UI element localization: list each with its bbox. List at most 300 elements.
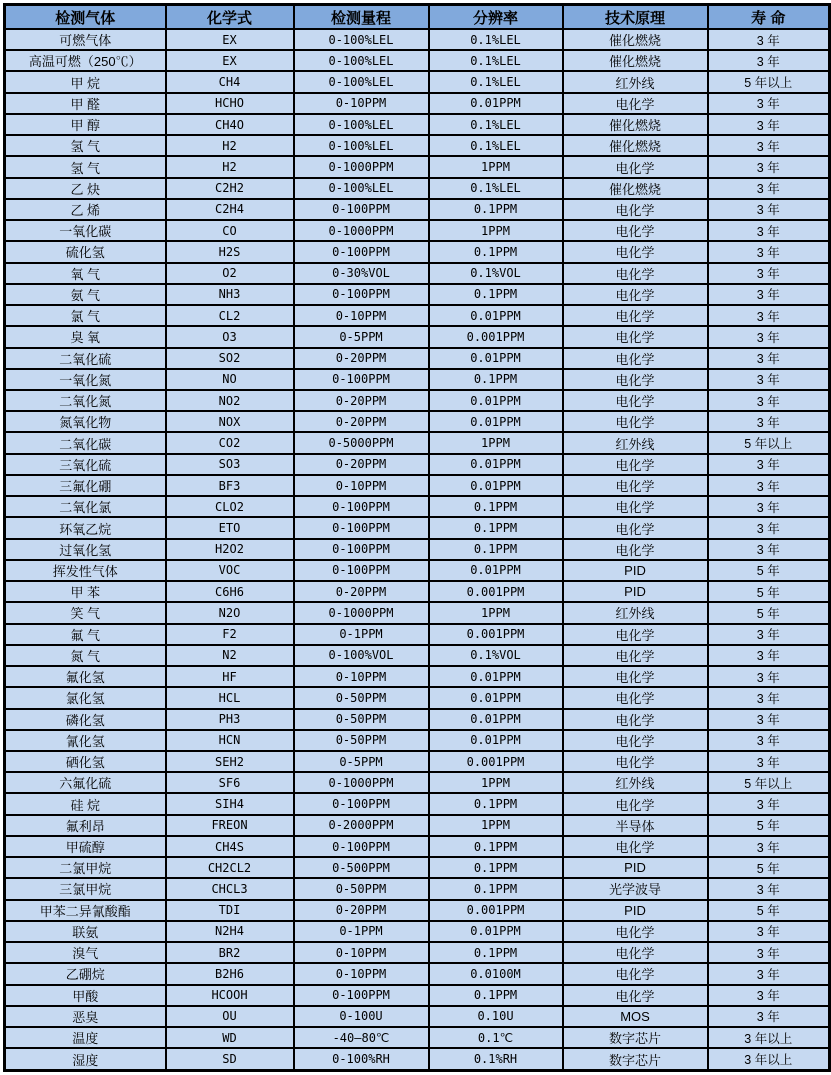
range-cell: 0-100%LEL [294,71,429,92]
principle-cell: 半导体 [563,815,708,836]
range-cell: 0-5000PPM [294,432,429,453]
principle-cell: 电化学 [563,411,708,432]
resolution-cell: 0.1%VOL [429,263,563,284]
resolution-cell: 0.1%VOL [429,645,563,666]
lifespan-cell: 3 年 [708,687,830,708]
formula-cell: HCHO [166,93,294,114]
lifespan-cell: 3 年 [708,942,830,963]
range-cell: 0-100PPM [294,496,429,517]
range-cell: 0-100PPM [294,539,429,560]
formula-cell: O3 [166,326,294,347]
resolution-cell: 0.1%LEL [429,71,563,92]
table-row [5,220,830,241]
formula-cell: C6H6 [166,581,294,602]
gas-name-cell: 三氯甲烷 [5,878,166,899]
range-cell: 0-100%VOL [294,645,429,666]
principle-cell: 催化燃烧 [563,178,708,199]
lifespan-cell: 3 年 [708,178,830,199]
resolution-cell: 0.01PPM [429,305,563,326]
gas-name-cell: 氢 气 [5,135,166,156]
table-row [5,815,830,836]
table-row [5,411,830,432]
range-cell: 0-50PPM [294,687,429,708]
table-row [5,1048,830,1070]
resolution-cell: 0.1%LEL [429,135,563,156]
table-row [5,156,830,177]
table-row [5,454,830,475]
lifespan-cell: 3 年以上 [708,1027,830,1048]
table-row [5,602,830,623]
range-cell: 0-2000PPM [294,815,429,836]
table-row [5,284,830,305]
lifespan-cell: 5 年 [708,560,830,581]
resolution-cell: 0.1PPM [429,241,563,262]
gas-name-cell: 二氧化硫 [5,348,166,369]
principle-cell: PID [563,560,708,581]
principle-cell: 电化学 [563,348,708,369]
principle-cell: 催化燃烧 [563,50,708,71]
range-cell: 0-10PPM [294,93,429,114]
principle-cell: 红外线 [563,432,708,453]
formula-cell: WD [166,1027,294,1048]
lifespan-cell: 5 年 [708,581,830,602]
lifespan-cell: 3 年 [708,836,830,857]
formula-cell: SO3 [166,454,294,475]
principle-cell: 电化学 [563,454,708,475]
table-row [5,135,830,156]
range-cell: 0-100PPM [294,284,429,305]
resolution-cell: 0.1PPM [429,985,563,1006]
resolution-cell: 0.1%RH [429,1048,563,1070]
header-row [5,5,830,30]
principle-cell: 催化燃烧 [563,29,708,50]
principle-cell: 红外线 [563,772,708,793]
table-row [5,241,830,262]
range-cell: 0-100%LEL [294,178,429,199]
principle-cell: 电化学 [563,369,708,390]
principle-cell: 数字芯片 [563,1027,708,1048]
range-cell: 0-100PPM [294,369,429,390]
lifespan-cell: 3 年 [708,751,830,772]
lifespan-cell: 3 年 [708,539,830,560]
lifespan-cell: 5 年 [708,815,830,836]
range-cell: 0-20PPM [294,454,429,475]
resolution-cell: 0.01PPM [429,454,563,475]
table-row [5,475,830,496]
lifespan-cell: 3 年 [708,241,830,262]
resolution-cell: 0.0100M [429,963,563,984]
gas-name-cell: 甲酸 [5,985,166,1006]
formula-cell: EX [166,50,294,71]
formula-cell: N2O [166,602,294,623]
header-cell-range: 检测量程 [294,5,429,30]
principle-cell: 电化学 [563,539,708,560]
range-cell: 0-100PPM [294,985,429,1006]
range-cell: 0-1PPM [294,921,429,942]
range-cell: 0-1000PPM [294,220,429,241]
gas-name-cell: 硒化氢 [5,751,166,772]
range-cell: 0-10PPM [294,963,429,984]
range-cell: 0-10PPM [294,305,429,326]
gas-name-cell: 二氧化碳 [5,432,166,453]
resolution-cell: 0.01PPM [429,687,563,708]
formula-cell: HF [166,666,294,687]
formula-cell: CH4S [166,836,294,857]
gas-name-cell: 氨 气 [5,284,166,305]
formula-cell: PH3 [166,709,294,730]
principle-cell: 电化学 [563,942,708,963]
table-row [5,878,830,899]
formula-cell: HCL [166,687,294,708]
formula-cell: CH4O [166,114,294,135]
principle-cell: PID [563,581,708,602]
table-row [5,624,830,645]
gas-name-cell: 过氧化氢 [5,539,166,560]
gas-name-cell: 氧 气 [5,263,166,284]
principle-cell: 红外线 [563,71,708,92]
gas-name-cell: 可燃气体 [5,29,166,50]
formula-cell: H2 [166,156,294,177]
table-row [5,581,830,602]
formula-cell: TDI [166,900,294,921]
header-cell-gas: 检测气体 [5,5,166,30]
lifespan-cell: 5 年以上 [708,71,830,92]
table-row [5,793,830,814]
principle-cell: 电化学 [563,645,708,666]
formula-cell: SIH4 [166,793,294,814]
gas-name-cell: 二氯甲烷 [5,857,166,878]
principle-cell: 电化学 [563,284,708,305]
range-cell: 0-100PPM [294,241,429,262]
resolution-cell: 0.1%LEL [429,50,563,71]
resolution-cell: 0.01PPM [429,666,563,687]
formula-cell: CL2 [166,305,294,326]
resolution-cell: 0.1PPM [429,793,563,814]
principle-cell: 电化学 [563,220,708,241]
range-cell: 0-100%LEL [294,50,429,71]
lifespan-cell: 3 年 [708,963,830,984]
range-cell: 0-20PPM [294,900,429,921]
gas-name-cell: 一氧化碳 [5,220,166,241]
table-row [5,1027,830,1048]
formula-cell: CH2CL2 [166,857,294,878]
table-row [5,305,830,326]
range-cell: 0-100PPM [294,793,429,814]
formula-cell: EX [166,29,294,50]
gas-name-cell: 三氧化硫 [5,454,166,475]
gas-name-cell: 甲 醇 [5,114,166,135]
gas-name-cell: 臭 氧 [5,326,166,347]
formula-cell: HCN [166,730,294,751]
lifespan-cell: 3 年 [708,263,830,284]
principle-cell: 电化学 [563,241,708,262]
table-row [5,1006,830,1027]
gas-name-cell: 联氨 [5,921,166,942]
formula-cell: OU [166,1006,294,1027]
range-cell: 0-5PPM [294,751,429,772]
lifespan-cell: 3 年 [708,50,830,71]
table-row [5,93,830,114]
resolution-cell: 0.1PPM [429,517,563,538]
principle-cell: 电化学 [563,305,708,326]
principle-cell: 红外线 [563,602,708,623]
principle-cell: PID [563,857,708,878]
resolution-cell: 0.1PPM [429,496,563,517]
table-row [5,666,830,687]
lifespan-cell: 3 年 [708,985,830,1006]
range-cell: 0-20PPM [294,411,429,432]
range-cell: 0-100%LEL [294,135,429,156]
gas-name-cell: 氟利昂 [5,815,166,836]
range-cell: 0-50PPM [294,709,429,730]
gas-name-cell: 氰化氢 [5,730,166,751]
formula-cell: SO2 [166,348,294,369]
principle-cell: 电化学 [563,687,708,708]
table-row [5,942,830,963]
resolution-cell: 0.1%LEL [429,29,563,50]
formula-cell: BR2 [166,942,294,963]
range-cell: 0-10PPM [294,475,429,496]
principle-cell: 电化学 [563,156,708,177]
principle-cell: 电化学 [563,496,708,517]
table-header [5,5,830,30]
lifespan-cell: 3 年 [708,496,830,517]
gas-name-cell: 氢 气 [5,156,166,177]
lifespan-cell: 3 年 [708,220,830,241]
gas-name-cell: 甲 烷 [5,71,166,92]
range-cell: 0-20PPM [294,348,429,369]
principle-cell: 电化学 [563,985,708,1006]
principle-cell: 电化学 [563,390,708,411]
lifespan-cell: 5 年 [708,857,830,878]
principle-cell: 电化学 [563,751,708,772]
gas-name-cell: 环氧乙烷 [5,517,166,538]
range-cell: 0-10PPM [294,666,429,687]
table-row [5,178,830,199]
table-row [5,772,830,793]
gas-name-cell: 笑 气 [5,602,166,623]
formula-cell: VOC [166,560,294,581]
header-cell-lifespan: 寿 命 [708,5,830,30]
table-row [5,836,830,857]
gas-name-cell: 乙 炔 [5,178,166,199]
resolution-cell: 0.01PPM [429,709,563,730]
principle-cell: 电化学 [563,93,708,114]
table-row [5,645,830,666]
principle-cell: 电化学 [563,517,708,538]
gas-name-cell: 甲苯二异氰酸酯 [5,900,166,921]
range-cell: 0-1000PPM [294,602,429,623]
formula-cell: O2 [166,263,294,284]
gas-name-cell: 氟 气 [5,624,166,645]
gas-name-cell: 湿度 [5,1048,166,1070]
range-cell: 0-5PPM [294,326,429,347]
resolution-cell: 0.01PPM [429,730,563,751]
formula-cell: B2H6 [166,963,294,984]
range-cell: 0-1000PPM [294,772,429,793]
principle-cell: 电化学 [563,263,708,284]
range-cell: 0-100%LEL [294,29,429,50]
range-cell: 0-100U [294,1006,429,1027]
principle-cell: 电化学 [563,666,708,687]
principle-cell: 电化学 [563,199,708,220]
table-body [5,29,830,1071]
table-row [5,539,830,560]
lifespan-cell: 3 年 [708,709,830,730]
resolution-cell: 0.001PPM [429,751,563,772]
gas-name-cell: 甲 苯 [5,581,166,602]
lifespan-cell: 3 年 [708,390,830,411]
lifespan-cell: 3 年 [708,624,830,645]
gas-name-cell: 挥发性气体 [5,560,166,581]
resolution-cell: 0.1PPM [429,878,563,899]
range-cell: 0-100PPM [294,517,429,538]
formula-cell: SEH2 [166,751,294,772]
formula-cell: CHCL3 [166,878,294,899]
range-cell: 0-50PPM [294,730,429,751]
header-cell-principle: 技术原理 [563,5,708,30]
formula-cell: C2H4 [166,199,294,220]
range-cell: 0-100PPM [294,836,429,857]
gas-name-cell: 三氟化硼 [5,475,166,496]
table-row [5,857,830,878]
lifespan-cell: 5 年以上 [708,432,830,453]
lifespan-cell: 3 年 [708,199,830,220]
spec-table [3,3,831,1072]
range-cell: 0-50PPM [294,878,429,899]
lifespan-cell: 3 年 [708,793,830,814]
lifespan-cell: 3 年 [708,645,830,666]
resolution-cell: 1PPM [429,156,563,177]
principle-cell: 电化学 [563,709,708,730]
gas-name-cell: 高温可燃（250℃） [5,50,166,71]
lifespan-cell: 3 年 [708,411,830,432]
gas-name-cell: 二氧化氮 [5,390,166,411]
table-row [5,369,830,390]
lifespan-cell: 3 年 [708,666,830,687]
table-row [5,560,830,581]
resolution-cell: 1PPM [429,815,563,836]
formula-cell: H2 [166,135,294,156]
range-cell: 0-1PPM [294,624,429,645]
table-row [5,432,830,453]
gas-name-cell: 硫化氢 [5,241,166,262]
table-row [5,687,830,708]
table-row [5,963,830,984]
resolution-cell: 0.01PPM [429,921,563,942]
lifespan-cell: 5 年以上 [708,772,830,793]
resolution-cell: 0.01PPM [429,560,563,581]
resolution-cell: 0.1PPM [429,199,563,220]
formula-cell: N2 [166,645,294,666]
lifespan-cell: 3 年 [708,305,830,326]
formula-cell: NOX [166,411,294,432]
range-cell: 0-10PPM [294,942,429,963]
resolution-cell: 0.1%LEL [429,114,563,135]
range-cell: 0-100PPM [294,560,429,581]
formula-cell: NO2 [166,390,294,411]
principle-cell: 电化学 [563,475,708,496]
lifespan-cell: 3 年 [708,1006,830,1027]
gas-name-cell: 二氧化氯 [5,496,166,517]
principle-cell: 数字芯片 [563,1048,708,1070]
resolution-cell: 0.001PPM [429,624,563,645]
resolution-cell: 0.1%LEL [429,178,563,199]
lifespan-cell: 3 年 [708,29,830,50]
lifespan-cell: 5 年 [708,602,830,623]
lifespan-cell: 3 年 [708,326,830,347]
table-row [5,263,830,284]
lifespan-cell: 3 年 [708,135,830,156]
formula-cell: SF6 [166,772,294,793]
table-row [5,709,830,730]
lifespan-cell: 3 年 [708,730,830,751]
resolution-cell: 1PPM [429,772,563,793]
table-row [5,50,830,71]
header-cell-resolution: 分辨率 [429,5,563,30]
formula-cell: N2H4 [166,921,294,942]
gas-name-cell: 硅 烷 [5,793,166,814]
gas-name-cell: 温度 [5,1027,166,1048]
range-cell: 0-100PPM [294,199,429,220]
range-cell: -40—80℃ [294,1027,429,1048]
gas-name-cell: 氟化氢 [5,666,166,687]
lifespan-cell: 3 年 [708,284,830,305]
formula-cell: H2S [166,241,294,262]
gas-name-cell: 溴气 [5,942,166,963]
resolution-cell: 1PPM [429,602,563,623]
formula-cell: H2O2 [166,539,294,560]
principle-cell: PID [563,900,708,921]
range-cell: 0-30%VOL [294,263,429,284]
table-row [5,985,830,1006]
gas-name-cell: 磷化氢 [5,709,166,730]
table-row [5,730,830,751]
table-row [5,751,830,772]
lifespan-cell: 3 年 [708,369,830,390]
gas-name-cell: 乙 烯 [5,199,166,220]
range-cell: 0-20PPM [294,581,429,602]
lifespan-cell: 3 年 [708,348,830,369]
resolution-cell: 0.001PPM [429,326,563,347]
gas-name-cell: 恶臭 [5,1006,166,1027]
lifespan-cell: 3 年 [708,93,830,114]
principle-cell: 电化学 [563,921,708,942]
principle-cell: 电化学 [563,836,708,857]
range-cell: 0-100%LEL [294,114,429,135]
resolution-cell: 1PPM [429,432,563,453]
formula-cell: CO2 [166,432,294,453]
formula-cell: C2H2 [166,178,294,199]
formula-cell: FREON [166,815,294,836]
resolution-cell: 0.01PPM [429,93,563,114]
lifespan-cell: 3 年 [708,921,830,942]
gas-name-cell: 氮氧化物 [5,411,166,432]
resolution-cell: 0.01PPM [429,348,563,369]
resolution-cell: 0.001PPM [429,900,563,921]
range-cell: 0-500PPM [294,857,429,878]
table-row [5,390,830,411]
resolution-cell: 0.1PPM [429,942,563,963]
resolution-cell: 1PPM [429,220,563,241]
resolution-cell: 0.1PPM [429,369,563,390]
resolution-cell: 0.01PPM [429,475,563,496]
formula-cell: CLO2 [166,496,294,517]
principle-cell: 光学波导 [563,878,708,899]
gas-name-cell: 乙硼烷 [5,963,166,984]
gas-name-cell: 一氧化氮 [5,369,166,390]
gas-name-cell: 氮 气 [5,645,166,666]
